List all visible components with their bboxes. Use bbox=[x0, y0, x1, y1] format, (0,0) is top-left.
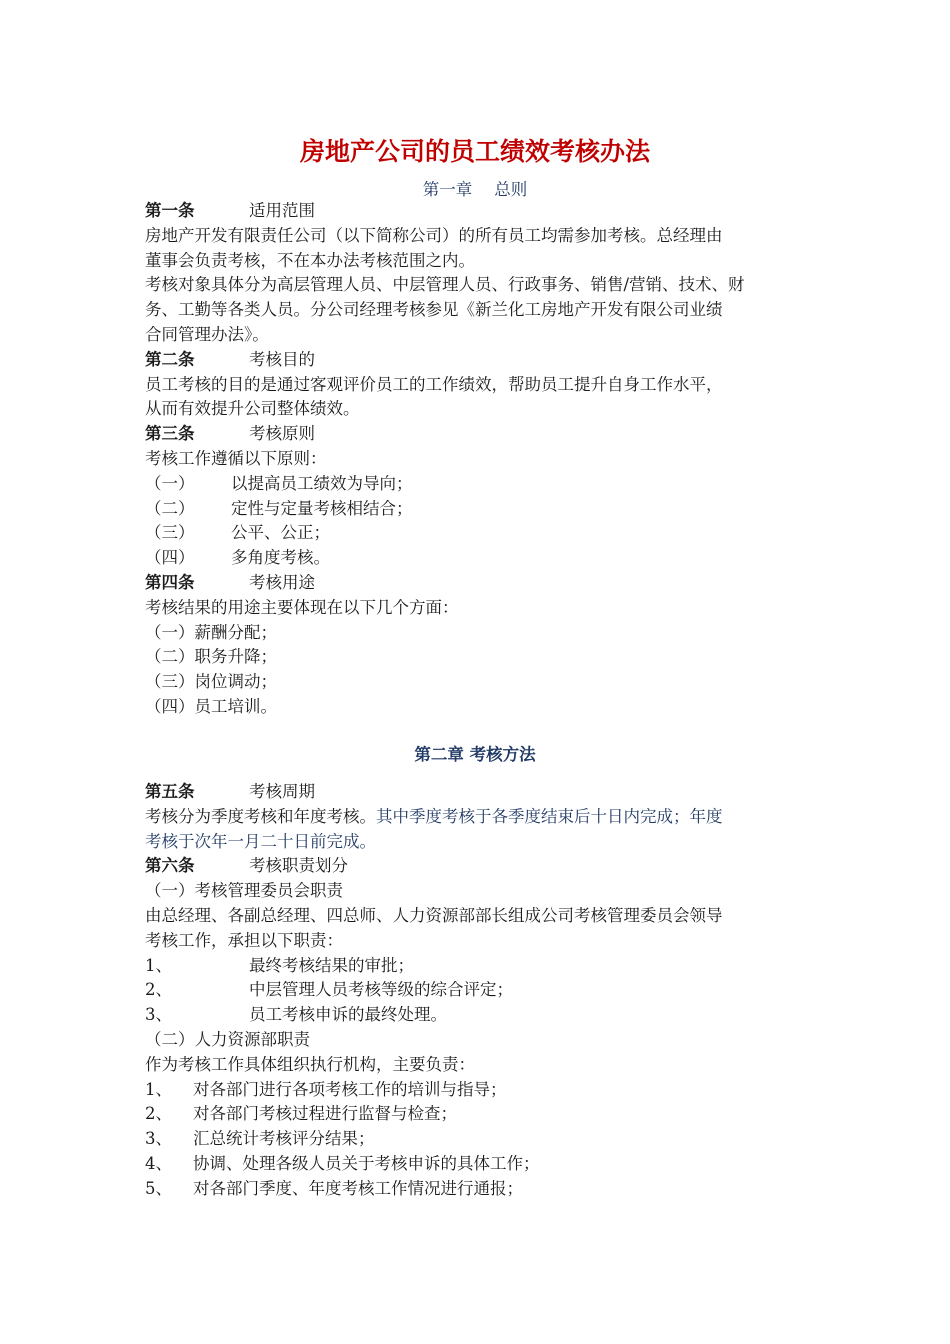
article-title: 考核原则 bbox=[249, 424, 315, 444]
article-number: 第五条 bbox=[145, 782, 195, 801]
chapter-1-label: 第一章 bbox=[422, 180, 473, 199]
paragraph-line: 员工考核的目的是通过客观评价员工的工作绩效，帮助员工提升自身工作水平， bbox=[145, 374, 723, 394]
chapter-1-name: 总则 bbox=[494, 180, 528, 199]
chapter-2-heading: 第二章 考核方法 bbox=[414, 745, 536, 764]
paragraph-line: 房地产开发有限责任公司（以下简称公司）的所有员工均需参加考核。总经理由 bbox=[145, 225, 723, 245]
list-number: 1、 bbox=[145, 955, 172, 975]
list-number: 2、 bbox=[145, 980, 172, 1000]
list-text: 最终考核结果的审批； bbox=[249, 955, 414, 975]
list-item bbox=[145, 546, 815, 571]
paragraph-line: 合同管理办法》。 bbox=[145, 324, 269, 344]
paragraph-line: 考核结果的用途主要体现在以下几个方面： bbox=[145, 597, 459, 617]
list-item bbox=[145, 1152, 815, 1177]
article-title: 考核职责划分 bbox=[249, 856, 348, 876]
list-item: （四）员工培训。 bbox=[145, 696, 277, 716]
paragraph-line: 考核工作，承担以下职责： bbox=[145, 930, 343, 950]
list-text: 公平、公正； bbox=[231, 523, 330, 543]
list-number: （三） bbox=[145, 523, 195, 543]
list-number: （四） bbox=[145, 548, 195, 568]
chapter-1-body bbox=[145, 199, 815, 720]
article-number: 第二条 bbox=[145, 349, 195, 369]
paragraph-line: 务、工勤等各类人员。分公司经理考核参见《新兰化工房地产开发有限公司业绩 bbox=[145, 300, 723, 320]
list-item bbox=[145, 472, 815, 497]
list-item: （二）职务升降； bbox=[145, 647, 277, 667]
list-number: 3、 bbox=[145, 1129, 172, 1149]
list-item bbox=[145, 1102, 815, 1127]
paragraph-line: 董事会负责考核，不在本办法考核范围之内。 bbox=[145, 250, 475, 270]
list-item bbox=[145, 1177, 815, 1202]
list-text: 中层管理人员考核等级的综合评定； bbox=[249, 980, 513, 1000]
list-number: 1、 bbox=[145, 1079, 172, 1099]
article-number: 第六条 bbox=[145, 856, 195, 876]
subsection-heading: （一）考核管理委员会职责 bbox=[145, 881, 343, 901]
article-number: 第四条 bbox=[145, 572, 195, 592]
list-item: （一）薪酬分配； bbox=[145, 622, 277, 642]
paragraph-text: 考核分为季度考核和年度考核。 bbox=[145, 806, 376, 826]
list-item bbox=[145, 497, 815, 522]
list-text: 对各部门季度、年度考核工作情况进行通报； bbox=[193, 1178, 523, 1198]
list-item: （三）岗位调动； bbox=[145, 672, 277, 692]
article-number: 第一条 bbox=[145, 201, 195, 220]
paragraph-line: 考核工作遵循以下原则： bbox=[145, 448, 327, 468]
paragraph-line: 从而有效提升公司整体绩效。 bbox=[145, 399, 360, 419]
list-text: 多角度考核。 bbox=[231, 548, 330, 568]
paragraph-line: 由总经理、各副总经理、四总师、人力资源部部长组成公司考核管理委员会领导 bbox=[145, 905, 723, 925]
list-text: 协调、处理各级人员关于考核申诉的具体工作； bbox=[193, 1153, 540, 1173]
list-number: 2、 bbox=[145, 1104, 172, 1124]
paragraph-line: 作为考核工作具体组织执行机构，主要负责： bbox=[145, 1054, 475, 1074]
paragraph-text-highlight: 其中季度考核于各季度结束后十日内完成；年度 bbox=[376, 806, 723, 826]
list-text: 定性与定量考核相结合； bbox=[231, 498, 413, 518]
list-item bbox=[145, 954, 815, 979]
article-2-heading bbox=[145, 348, 815, 373]
article-3-heading bbox=[145, 422, 815, 447]
article-number: 第三条 bbox=[145, 424, 195, 444]
article-6-heading bbox=[145, 854, 815, 879]
article-title: 考核周期 bbox=[249, 782, 315, 801]
list-text: 对各部门考核过程进行监督与检查； bbox=[193, 1104, 457, 1124]
list-text: 汇总统计考核评分结果； bbox=[193, 1129, 375, 1149]
chapter-2-body bbox=[145, 780, 815, 1202]
list-number: （一） bbox=[145, 473, 195, 493]
article-5-heading bbox=[145, 780, 815, 805]
list-number: （二） bbox=[145, 498, 195, 518]
list-item bbox=[145, 521, 815, 546]
document-title: 房地产公司的员工绩效考核办法 bbox=[299, 137, 650, 166]
list-item bbox=[145, 1003, 815, 1028]
list-text: 员工考核申诉的最终处理。 bbox=[249, 1005, 447, 1025]
list-text: 对各部门进行各项考核工作的培训与指导； bbox=[193, 1079, 507, 1099]
list-item bbox=[145, 1078, 815, 1103]
list-item bbox=[145, 978, 815, 1003]
paragraph-line bbox=[145, 805, 815, 830]
paragraph-line: 考核于次年一月二十日前完成。 bbox=[145, 831, 376, 851]
article-title: 考核目的 bbox=[249, 349, 315, 369]
list-number: 4、 bbox=[145, 1153, 172, 1173]
article-title: 考核用途 bbox=[249, 572, 315, 592]
list-number: 3、 bbox=[145, 1005, 172, 1025]
subsection-heading: （二）人力资源部职责 bbox=[145, 1029, 310, 1049]
article-title: 适用范围 bbox=[249, 201, 315, 220]
list-text: 以提高员工绩效为导向； bbox=[231, 473, 413, 493]
chapter-1-heading bbox=[0, 176, 950, 200]
list-item bbox=[145, 1127, 815, 1152]
list-number: 5、 bbox=[145, 1178, 172, 1198]
article-1-heading bbox=[145, 199, 815, 224]
paragraph-line: 考核对象具体分为高层管理人员、中层管理人员、行政事务、销售/营销、技术、财 bbox=[145, 275, 745, 295]
article-4-heading bbox=[145, 571, 815, 596]
